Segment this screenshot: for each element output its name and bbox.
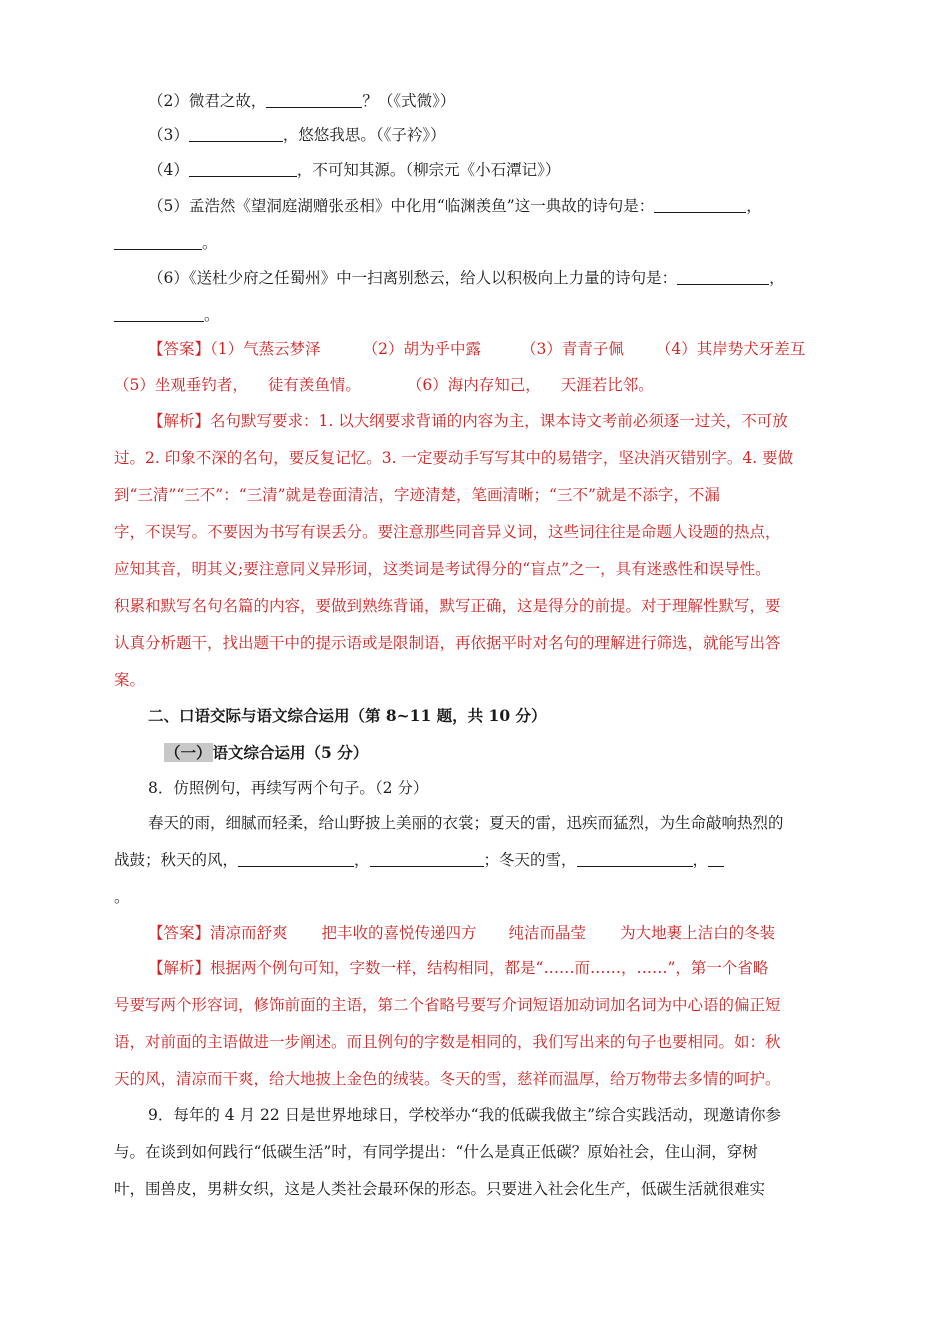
analysis-8-line-4: 天的风，清凉而干爽，给大地披上金色的绒装。冬天的雪，慈祥而温厚，给万物带去多情的呵护。 — [114, 1070, 781, 1088]
analysis-8-line-2: 号要写两个形容词，修饰前面的主语，第二个省略号要写介词短语加动词加名词为中心语的偏正短 — [114, 996, 781, 1014]
analysis-7-line-7: 认真分析题干，找出题干中的提示语或是限制语，再依据平时对名句的理解进行筛选，就能写出答 — [114, 634, 781, 652]
item-4-prefix: （4） — [148, 161, 189, 179]
item-5-text: （5）孟浩然《望洞庭湖赠张丞相》中化用“临渊羡鱼”这一典故的诗句是： — [148, 197, 655, 215]
answer-7-4: （4）其岸势犬牙差互 — [655, 340, 806, 358]
answer-8-1: 清凉而舒爽 — [210, 924, 288, 942]
answer-blank — [370, 851, 484, 867]
analysis-8-line-3: 语，对前面的主语做进一步阐述。而且例句的字数是相同的，我们写出来的句子也要相同。如：秋 — [114, 1033, 781, 1051]
answer-blank — [654, 197, 746, 213]
question-7-item-3 — [148, 125, 836, 145]
item-2-suffix: ？（《式微》） — [362, 92, 456, 110]
item-4-suffix: ，不可知其源。（柳宗元《小石潭记》） — [296, 161, 561, 179]
analysis-8-text-1: 根据两个例句可知，字数一样，结构相同，都是“……而……，……”，第一个省略 — [210, 959, 769, 977]
analysis-7-line-4: 字，不误写。不要因为书写有误丢分。要注意那些同音异义词，这些词往往是命题人设题的热点， — [114, 523, 781, 541]
answer-blank — [577, 851, 693, 867]
answer-blank — [189, 161, 297, 177]
question-8-example-line-1: 春天的雨，细腻而轻柔，给山野披上美丽的衣裳；夏天的雷，迅疾而猛烈，为生命敲响热烈的 — [148, 814, 784, 832]
analysis-8-line-1 — [148, 958, 836, 978]
question-7-item-5-cont — [114, 233, 836, 253]
question-7-item-2 — [148, 91, 836, 111]
answer-8-line — [148, 923, 836, 943]
analysis-7-line-6: 积累和默写名句名篇的内容，要做到熟练背诵，默写正确，这是得分的前提。对于理解性默写，要 — [114, 597, 781, 615]
analysis-7-line-8: 案。 — [114, 671, 146, 689]
answer-7-line-2 — [114, 375, 836, 395]
item-3-prefix: （3） — [148, 126, 189, 144]
item-3-suffix: ，悠悠我思。（《子衿》） — [282, 126, 446, 144]
answer-7-1: （1）气蒸云梦泽 — [210, 340, 321, 358]
question-8-end-mark: 。 — [114, 888, 130, 906]
answer-7-3: （3）青青子佩 — [521, 340, 624, 358]
question-7-item-6-cont — [114, 305, 836, 325]
analysis-7-line-3: 到“三清”“三不”：“三清”就是卷面清洁，字迹清楚，笔画清晰；“三不”就是不添字，不漏 — [114, 486, 720, 504]
q8-comma-2: ， — [692, 851, 709, 869]
answer-7-line-1 — [148, 339, 836, 359]
answer-blank — [114, 234, 202, 250]
item-2-prefix: （2）微君之故， — [148, 92, 267, 110]
item-6-end: 。 — [204, 306, 220, 324]
analysis-tag: 【解析】 — [148, 959, 211, 977]
question-9-line-3: 叶，围兽皮，男耕女织，这是人类社会最环保的形态。只要进入社会化生产，低碳生活就很难实 — [114, 1180, 766, 1198]
answer-7-5b: 徒有羡鱼情。 — [267, 376, 361, 394]
analysis-7-line-2: 过。2. 印象不深的名句，要反复记忆。3. 一定要动手写写其中的易错字，坚决消灭错别字。4. 要做 — [114, 449, 794, 467]
analysis-7-text-1: 名句默写要求：1. 以大纲要求背诵的内容为主，课本诗文考前必须逐一过关，不可放 — [210, 412, 788, 430]
q8-winter-text: ；冬天的雪， — [483, 851, 577, 869]
section-2-heading: 二、口语交际与语文综合运用（第 8~11 题，共 10 分） — [148, 706, 547, 725]
question-8-example-line-2 — [114, 850, 836, 870]
answer-8-4: 为大地裹上洁白的冬装 — [620, 924, 776, 942]
question-8-stem: 8．仿照例句，再续写两个句子。（2 分） — [148, 779, 429, 797]
analysis-tag: 【解析】 — [148, 412, 211, 430]
analysis-7-line-1 — [148, 411, 836, 431]
answer-7-6a: （6）海内存知己， — [406, 376, 541, 394]
answer-tag: 【答案】 — [148, 924, 211, 942]
item-5-comma: ， — [746, 197, 762, 215]
answer-blank — [708, 851, 724, 867]
question-7-item-4 — [148, 160, 836, 180]
answer-blank — [266, 92, 362, 108]
answer-7-5a: （5）坐观垂钓者， — [114, 376, 248, 394]
answer-blank — [677, 269, 769, 285]
item-6-text: （6）《送杜少府之任蜀州》中一扫离别愁云，给人以积极向上力量的诗句是： — [148, 269, 678, 287]
q8-comma-1: ， — [354, 851, 370, 869]
answer-7-2: （2）胡为乎中露 — [362, 340, 482, 358]
answer-blank — [114, 306, 204, 322]
answer-8-3: 纯洁而晶莹 — [508, 924, 587, 942]
subsection-1-heading — [164, 743, 764, 763]
answer-blank — [238, 851, 354, 867]
answer-blank — [189, 126, 283, 142]
subsection-number: （一） — [165, 743, 212, 762]
question-7-item-5 — [148, 196, 836, 216]
question-9-line-2: 与。在谈到如何践行“低碳生活”时，有同学提出：“什么是真正低碳？原始社会，住山洞，穿树 — [114, 1143, 758, 1161]
answer-8-2: 把丰收的喜悦传递四方 — [321, 924, 477, 942]
item-5-end: 。 — [202, 234, 218, 252]
question-7-item-6 — [148, 268, 836, 288]
answer-tag: 【答案】 — [148, 340, 211, 358]
analysis-7-line-5: 应知其音，明其义;要注意同义异形词，这类词是考试得分的“盲点”之一，具有迷惑性和误导性。 — [114, 560, 771, 578]
question-9-line-1: 9．每年的 4 月 22 日是世界地球日，学校举办“我的低碳我做主”综合实践活动，现邀请你参 — [148, 1106, 782, 1124]
item-6-comma: ， — [769, 269, 785, 287]
q8-autumn-text: 战鼓；秋天的风， — [114, 851, 239, 869]
subsection-title: 语文综合运用（5 分） — [212, 743, 369, 762]
answer-7-6b: 天涯若比邻。 — [560, 376, 654, 394]
